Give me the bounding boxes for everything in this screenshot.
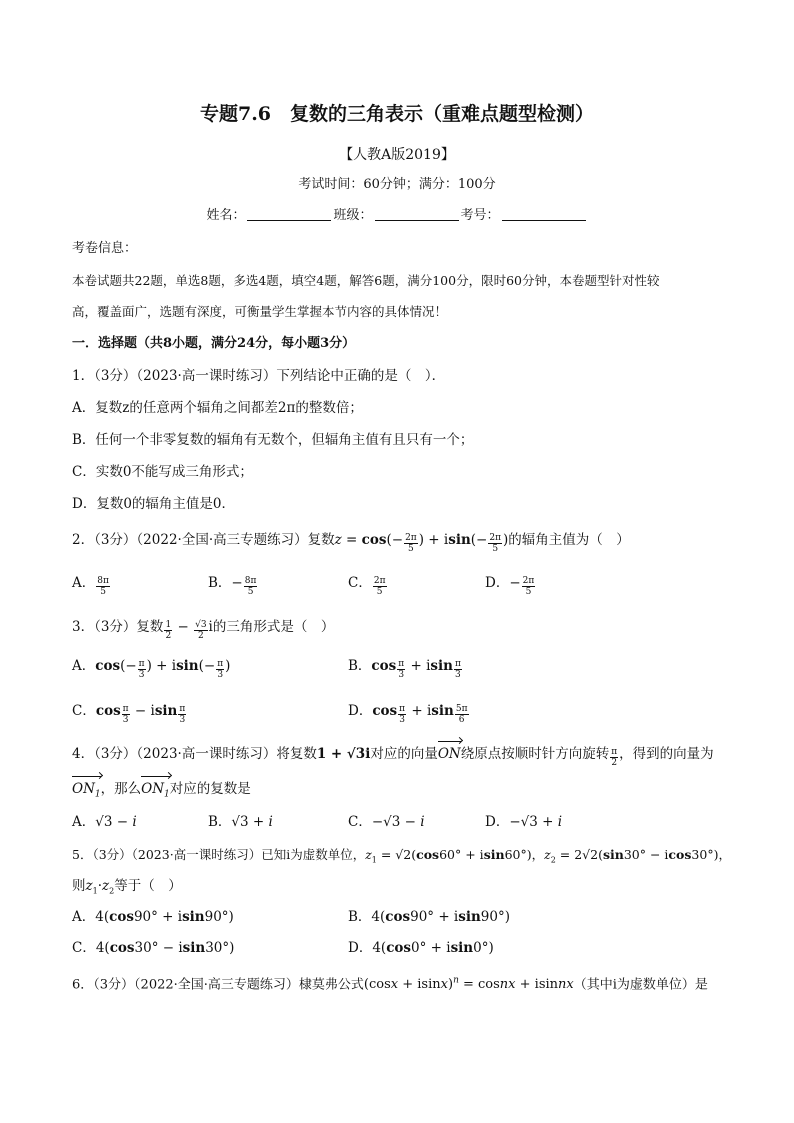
name-blank[interactable] bbox=[247, 206, 331, 221]
question-5-stem-line2: 则$z_1\cdot z_2$等于（ ） bbox=[72, 878, 182, 896]
page-title: 专题7.6 复数的三角表示（重难点题型检测） bbox=[199, 103, 595, 125]
question-4-option-a: A．√3 − i bbox=[72, 814, 137, 830]
question-2-option-b: B．− $\frac{8\pi}{5}$ bbox=[208, 575, 257, 597]
question-6-stem: 6．（3分）（2022·全国·高三专题练习）棣莫弗公式$(\cos x + isinx)^n$ = cosnx + isinnx（其中i为虚数单位）是 bbox=[72, 976, 708, 993]
question-1-option-c: C．实数0不能写成三角形式； bbox=[72, 464, 253, 480]
exam-notes-line2: 高，覆盖面广，选题有深度，可衡量学生掌握本节内容的具体情况！ bbox=[72, 304, 448, 319]
number-label: 考号： bbox=[460, 208, 500, 223]
question-4-option-c: C．−√3 − i bbox=[348, 814, 425, 830]
question-5-option-a: A．4(cos90° + isin90°) bbox=[72, 909, 234, 925]
question-1-option-b: B．任何一个非零复数的辐角有无数个，但辐角主值有且只有一个； bbox=[72, 432, 474, 448]
exam-info: 考试时间：60分钟；满分：100分 bbox=[298, 177, 496, 192]
question-4-stem-line2: $ON_1$，那么$ON_1$对应的复数是 bbox=[72, 779, 734, 805]
q2-formula: z = cos(− $\frac{2\pi}{5}$ ) + isin(− $\frac{2\pi}{5}$ ) bbox=[334, 532, 509, 554]
class-blank[interactable] bbox=[375, 206, 459, 221]
question-3-stem: 3．（3分）复数 $\frac{1}{2}$ − $\frac{√3}{2}$ i的三角形式是（ ） bbox=[72, 619, 335, 641]
question-4-stem: 4．（3分）（2023·高一课时练习）将复数1 + √3i对应的向量ON绕原点按顺时针方向旋转 $\frac{\pi}{2}$ ，得到的向量为 bbox=[72, 746, 714, 768]
question-4-option-d: D．−√3 + i bbox=[485, 814, 563, 830]
question-1-option-a: A．复数z的任意两个辐角之间都差2π的整数倍； bbox=[72, 400, 363, 416]
question-5-stem: 5．（3分）（2023·高一课时练习）已知i为虚数单位，$z_1 = √2(\cos 60^\circ + isin60^\circ)$，$z_2 = 2√2(\sin 30^\circ - icos30^\circ)$， bbox=[72, 847, 731, 865]
question-1-stem: 1．（3分）（2023·高一课时练习）下列结论中正确的是（ ）． bbox=[72, 368, 446, 384]
question-2-stem: 2．（3分）（2022·全国·高三专题练习）复数z = cos(− $\frac{2\pi}{5}$ ) + isin(− $\frac{2\pi}{5}$ )的辐角主值为（ ） bbox=[72, 532, 630, 554]
question-3-option-c: C．cos $\frac{\pi}{3}$ − isin $\frac{\pi}{3}$ bbox=[72, 703, 186, 725]
name-label: 姓名： bbox=[206, 208, 246, 223]
exam-notes-line1: 本卷试题共22题，单选8题，多选4题，填空4题，解答6题，满分100分，限时60分钟，本卷题型针对性较 bbox=[72, 273, 660, 288]
edition-label: 【人教A版2019】 bbox=[339, 147, 455, 163]
student-info-row bbox=[0, 206, 794, 226]
exam-notes-heading: 考卷信息： bbox=[72, 241, 138, 256]
class-label: 班级： bbox=[333, 208, 373, 223]
question-4-option-b: B．√3 + i bbox=[208, 814, 273, 830]
question-2-option-a: A． $\frac{8\pi}{5}$ bbox=[72, 575, 109, 597]
question-5-option-b: B．4(cos90° + isin90°) bbox=[348, 909, 510, 925]
section-heading: 一．选择题（共8小题，满分24分，每小题3分） bbox=[72, 336, 356, 351]
q3-formula: $\frac{1}{2}$ − $\frac{√3}{2}$ i bbox=[165, 619, 213, 641]
question-3-option-b: B．cos $\frac{\pi}{3}$ + isin $\frac{\pi}{3}$ bbox=[348, 658, 461, 680]
question-2-option-d: D．− $\frac{2\pi}{5}$ bbox=[485, 575, 535, 597]
question-3-option-a: A．cos(− $\frac{\pi}{3}$ ) + isin(− $\frac{\pi}{3}$ ) bbox=[72, 658, 231, 680]
question-3-option-d: D．cos $\frac{\pi}{3}$ + isin $\frac{5\pi}{6}$ bbox=[348, 703, 468, 725]
question-5-option-d: D．4(cos0° + isin0°) bbox=[348, 940, 494, 956]
question-2-option-c: C． $\frac{2\pi}{5}$ bbox=[348, 575, 386, 597]
question-5-option-c: C．4(cos30° − isin30°) bbox=[72, 940, 235, 956]
number-blank[interactable] bbox=[502, 206, 586, 221]
question-1-option-d: D．复数0的辐角主值是0． bbox=[72, 496, 236, 512]
